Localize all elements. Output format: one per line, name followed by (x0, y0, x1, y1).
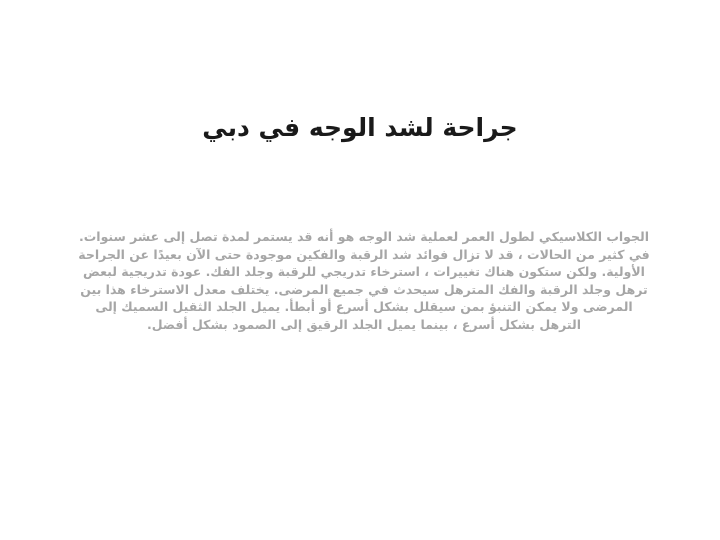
slide-title: جراحة لشد الوجه في دبي (202, 113, 518, 142)
slide-body-text: الجواب الكلاسيكي لطول العمر لعملية شد الوجه هو أنه قد يستمر لمدة تصل إلى عشر سنوات. في كثير من الحالات ، قد لا تزال فوائد شد الرقبة والفكين موجودة حتى الآن بعيدًا عن الجراحة الأولية. ولكن ستكون هناك تغييرات ، استرخاء تدريجي للرقبة وجلد الفك. عودة تدريجية لبعض ترهل وجلد الرقبة والفك المترهل سيحدث في جميع المرضى. يختلف معدل الاسترخاء هذا بين المرضى ولا يمكن التنبؤ بمن سيقلل بشكل أسرع أو أبطأ. يميل الجلد الثقيل السميك إلى الترهل بشكل أسرع ، بينما يميل الجلد الرقيق إلى الصمود بشكل أفضل. (78, 229, 650, 332)
